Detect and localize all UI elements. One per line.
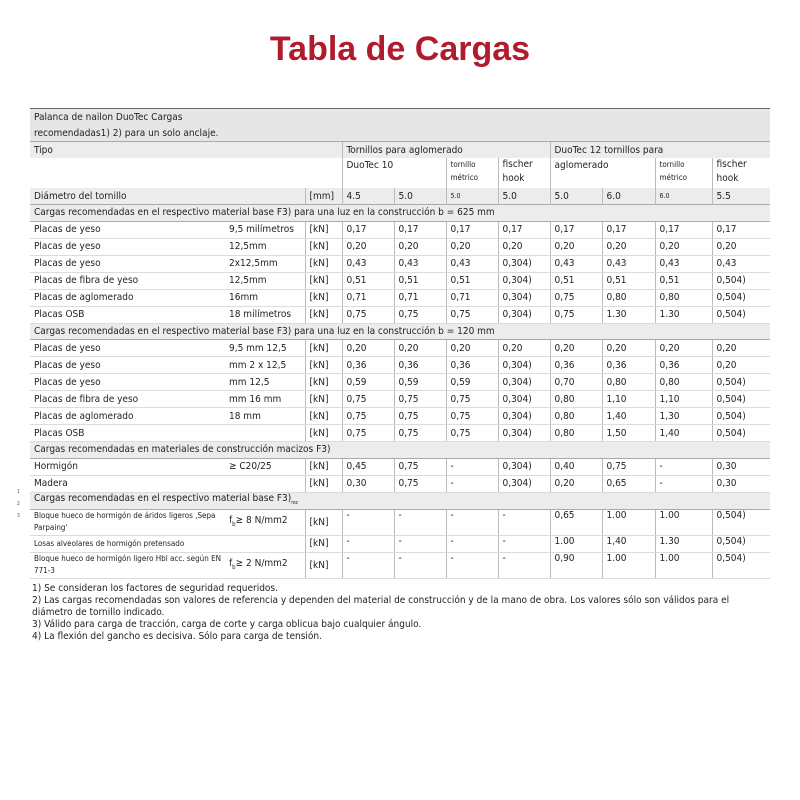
load-value: 0,51 — [602, 272, 655, 289]
load-value: 1,40 — [602, 408, 655, 425]
load-value: 0,20 — [498, 340, 550, 357]
load-value: 0,304) — [498, 374, 550, 391]
material-name: Placas OSB — [34, 427, 85, 439]
load-value: 0,304) — [498, 458, 550, 475]
load-value: 0,43 — [342, 255, 394, 272]
tipo-label: Tipo — [30, 142, 342, 159]
row-material — [30, 357, 225, 374]
material-name: Placas de aglomerado — [34, 410, 134, 422]
load-value: 0,504) — [712, 289, 770, 306]
load-value: 0,304) — [498, 255, 550, 272]
row-material — [30, 458, 225, 475]
row-spec: mm 16 mm — [225, 391, 305, 408]
load-value: 1.00 — [655, 552, 712, 578]
row-unit: [kN] — [305, 425, 342, 442]
diameter-value: 5.0 — [498, 188, 550, 205]
load-value: 0,504) — [712, 272, 770, 289]
diameter-value: 5.0 — [446, 188, 498, 205]
load-value: - — [394, 552, 446, 578]
load-value: 0,75 — [394, 425, 446, 442]
margin-mark: 2 — [17, 501, 20, 507]
load-value: 0,80 — [602, 374, 655, 391]
section-title-text: Cargas recomendadas en el respectivo material base F3) — [34, 492, 292, 504]
row-unit: [kN] — [305, 357, 342, 374]
load-value: 0,75 — [446, 408, 498, 425]
load-value: 1.00 — [602, 552, 655, 578]
diameter-value: 4.5 — [342, 188, 394, 205]
fischer-text: fischer — [502, 159, 533, 170]
mm-unit: [mm] — [305, 188, 342, 205]
duotec12-label: DuoTec 12 tornillos para — [550, 142, 770, 159]
load-value: 0,75 — [342, 425, 394, 442]
load-value: 0,75 — [342, 391, 394, 408]
material-name-cont: 771-3 — [34, 566, 55, 575]
load-value: 1,10 — [655, 391, 712, 408]
header-row-4 — [30, 158, 770, 188]
hook-text: hook — [716, 173, 739, 184]
section-2-title-row — [30, 323, 770, 340]
load-value: 0,20 — [550, 340, 602, 357]
load-value: 1,40 — [655, 425, 712, 442]
metrico-text: métrico — [450, 173, 479, 182]
tornillo-metrico-1 — [446, 158, 498, 188]
material-name: Placas de yeso — [34, 376, 101, 388]
row-unit: [kN] — [305, 374, 342, 391]
load-value: 0,75 — [342, 408, 394, 425]
load-value: 0,43 — [655, 255, 712, 272]
row-unit: [kN] — [305, 221, 342, 238]
row-material — [30, 408, 225, 425]
table-row — [30, 535, 770, 552]
load-value: 1.30 — [655, 306, 712, 323]
row-spec — [225, 475, 305, 492]
load-value: 0,75 — [550, 289, 602, 306]
tornillo-text: tornillo — [659, 160, 685, 169]
load-value: 0,75 — [446, 391, 498, 408]
load-value: 0,36 — [342, 357, 394, 374]
material-name: Placas de fibra de yeso — [34, 275, 139, 286]
load-value: - — [446, 535, 498, 552]
row-material — [30, 509, 225, 535]
row-material — [30, 255, 225, 272]
load-value: 0,75 — [394, 408, 446, 425]
load-value: 0,75 — [342, 306, 394, 323]
section-title-sub: rec — [291, 499, 299, 506]
row-unit: [kN] — [305, 238, 342, 255]
row-unit: [kN] — [305, 289, 342, 306]
load-value: 0,20 — [342, 238, 394, 255]
load-value: 0,20 — [394, 238, 446, 255]
row-spec: 18 mm — [225, 408, 305, 425]
material-name: Madera — [34, 478, 68, 489]
section-title — [30, 492, 770, 509]
section-title: Cargas recomendadas en materiales de construcción macizos F3) — [30, 442, 770, 459]
table-row — [30, 289, 770, 306]
load-value: 0,17 — [550, 221, 602, 238]
load-value: 0,20 — [550, 238, 602, 255]
material-name: Placas de yeso — [34, 224, 101, 235]
load-value: 0,90 — [550, 552, 602, 578]
fischer-hook-1 — [498, 158, 550, 188]
table-row — [30, 458, 770, 475]
load-value: 1,30 — [655, 408, 712, 425]
load-value: 0,504) — [712, 408, 770, 425]
load-value: 0,71 — [394, 289, 446, 306]
load-value: - — [655, 458, 712, 475]
load-value: 0,20 — [342, 340, 394, 357]
load-value: 0,75 — [446, 425, 498, 442]
row-material — [30, 340, 225, 357]
load-value: - — [394, 509, 446, 535]
load-value: 1,50 — [602, 425, 655, 442]
diameter-value: 5.0 — [550, 188, 602, 205]
load-value: 0,36 — [550, 357, 602, 374]
load-value: 0,20 — [602, 238, 655, 255]
row-unit: [kN] — [305, 306, 342, 323]
load-value: 0,75 — [394, 458, 446, 475]
load-value: 0,20 — [712, 340, 770, 357]
diameter-value: 5.0 — [394, 188, 446, 205]
load-value: 0,20 — [655, 340, 712, 357]
load-value: 0,30 — [342, 475, 394, 492]
row-unit: [kN] — [305, 552, 342, 578]
load-value: 0,304) — [498, 475, 550, 492]
table-row — [30, 408, 770, 425]
load-value: 0,304) — [498, 306, 550, 323]
load-value: - — [446, 509, 498, 535]
load-value: 1.30 — [655, 535, 712, 552]
load-value: 0,20 — [550, 475, 602, 492]
row-spec: 12,5mm — [225, 272, 305, 289]
material-name: Placas de yeso — [34, 342, 101, 354]
load-value: 0,75 — [550, 306, 602, 323]
load-value: 0,80 — [550, 425, 602, 442]
fischer-text: fischer — [716, 159, 747, 170]
diameter-value: 6.0 — [655, 188, 712, 205]
load-value: - — [498, 552, 550, 578]
row-material — [30, 272, 225, 289]
row-material — [30, 391, 225, 408]
hook-text: hook — [502, 173, 525, 184]
load-value: - — [446, 458, 498, 475]
load-value: - — [342, 535, 394, 552]
row-spec: mm 2 x 12,5 — [225, 357, 305, 374]
load-value: 1.00 — [655, 509, 712, 535]
load-value: 0,65 — [550, 509, 602, 535]
tornillos-aglomerado-label: Tornillos para aglomerado — [342, 142, 550, 159]
load-value: 0,20 — [446, 340, 498, 357]
row-material — [30, 238, 225, 255]
load-value: 0,304) — [498, 408, 550, 425]
load-value: 0,17 — [498, 221, 550, 238]
margin-mark: 3 — [17, 513, 20, 519]
load-value: 0,20 — [498, 238, 550, 255]
row-material — [30, 289, 225, 306]
row-unit: [kN] — [305, 458, 342, 475]
load-value: 0,304) — [498, 357, 550, 374]
header-line1: Palanca de nailon DuoTec Cargas — [30, 109, 770, 126]
load-value: - — [446, 552, 498, 578]
load-value: 0,71 — [342, 289, 394, 306]
row-unit: [kN] — [305, 535, 342, 552]
load-value: 0,17 — [446, 221, 498, 238]
fischer-hook-2 — [712, 158, 770, 188]
diameter-value: 5.5 — [712, 188, 770, 205]
load-value: 0,504) — [712, 552, 770, 578]
table-row — [30, 374, 770, 391]
section-4-title-row — [30, 492, 770, 509]
section-title: Cargas recomendadas en el respectivo material base F3) para una luz en la construcción b = 625 mm — [30, 205, 770, 222]
row-material — [30, 425, 225, 442]
load-value: 0,20 — [602, 340, 655, 357]
row-unit: [kN] — [305, 509, 342, 535]
load-value: - — [498, 535, 550, 552]
margin-marks — [17, 486, 20, 522]
load-value: 0,304) — [498, 289, 550, 306]
load-value: 0,20 — [446, 238, 498, 255]
row-unit: [kN] — [305, 255, 342, 272]
table-row — [30, 509, 770, 535]
load-value: 0,51 — [550, 272, 602, 289]
footnote: 2) Las cargas recomendadas son valores de referencia y dependen del material de construcción y de la mano de obra. Los valores sólo son válidos para el diámetro de tornillo indicado. — [32, 594, 730, 618]
load-value: - — [342, 552, 394, 578]
load-value: - — [446, 475, 498, 492]
load-value: 0,20 — [712, 238, 770, 255]
row-unit: [kN] — [305, 340, 342, 357]
row-material — [30, 475, 225, 492]
footnote: 4) La flexión del gancho es decisiva. Sólo para carga de tensión. — [32, 630, 322, 642]
load-value: 1,10 — [602, 391, 655, 408]
load-value: 0,80 — [602, 289, 655, 306]
load-value: - — [498, 509, 550, 535]
load-value: 0,304) — [498, 272, 550, 289]
footnote: 1) Se consideran los factores de seguridad requeridos. — [32, 582, 278, 594]
load-value: - — [655, 475, 712, 492]
row-spec: 12,5mm — [225, 238, 305, 255]
load-value: 0,20 — [712, 357, 770, 374]
load-value: 0,504) — [712, 391, 770, 408]
material-name: Bloque hueco de hormigón de áridos ligeros ,Sepa — [34, 511, 216, 520]
load-value: 0,20 — [394, 340, 446, 357]
load-value: 0,17 — [342, 221, 394, 238]
load-value: 0,20 — [655, 238, 712, 255]
load-value: 0,59 — [446, 374, 498, 391]
page-title: Tabla de Cargas — [269, 30, 531, 68]
material-name: Placas de aglomerado — [34, 292, 134, 303]
load-value: 0,504) — [712, 535, 770, 552]
row-unit: [kN] — [305, 391, 342, 408]
load-value: 0,80 — [655, 289, 712, 306]
load-value: 0,80 — [655, 374, 712, 391]
table-row — [30, 255, 770, 272]
load-value: 0,75 — [394, 475, 446, 492]
load-value: 0,45 — [342, 458, 394, 475]
load-value: 1.30 — [602, 306, 655, 323]
load-value: 0,504) — [712, 306, 770, 323]
spec-text: ≥ 8 N/mm2 — [235, 514, 288, 526]
load-value: 0,504) — [712, 425, 770, 442]
load-value: 0,504) — [712, 374, 770, 391]
spec-sub: b — [232, 563, 236, 571]
load-value: 1.00 — [602, 509, 655, 535]
row-material — [30, 374, 225, 391]
load-value: 0,30 — [712, 458, 770, 475]
row-spec — [225, 552, 305, 578]
load-value: 0,51 — [342, 272, 394, 289]
table-row — [30, 357, 770, 374]
spec-text: ≥ 2 N/mm2 — [235, 557, 288, 569]
header-row-2 — [30, 125, 770, 142]
load-value: 0,80 — [550, 391, 602, 408]
duotec10-label: DuoTec 10 — [342, 158, 446, 188]
load-value: 0,304) — [498, 425, 550, 442]
load-value: 0,17 — [394, 221, 446, 238]
section-title: Cargas recomendadas en el respectivo material base F3) para una luz en la construcción b = 120 mm — [30, 323, 770, 340]
material-name: Placas OSB — [34, 309, 85, 320]
load-value: 0,17 — [655, 221, 712, 238]
row-unit: [kN] — [305, 272, 342, 289]
spec-text: f — [229, 557, 233, 569]
load-value: 0,75 — [394, 306, 446, 323]
row-unit: [kN] — [305, 408, 342, 425]
load-value: 0,17 — [602, 221, 655, 238]
load-value: 0,51 — [394, 272, 446, 289]
material-name: Placas de yeso — [34, 241, 101, 252]
load-value: - — [342, 509, 394, 535]
metrico-text: métrico — [659, 173, 688, 182]
row-spec — [225, 425, 305, 442]
row-spec: 18 milímetros — [225, 306, 305, 323]
row-material — [30, 535, 225, 552]
load-value: 0,36 — [655, 357, 712, 374]
footnote: 3) Válido para carga de tracción, carga de corte y carga oblicua bajo cualquier ángulo. — [32, 618, 422, 630]
load-table — [30, 108, 770, 579]
row-spec: 9,5 mm 12,5 — [225, 340, 305, 357]
load-value: 0,504) — [712, 509, 770, 535]
tornillo-metrico-2 — [655, 158, 712, 188]
spec-sub: b — [232, 520, 236, 528]
table-row — [30, 238, 770, 255]
table-row — [30, 475, 770, 492]
load-value: 0,75 — [394, 391, 446, 408]
load-value: 0,51 — [446, 272, 498, 289]
row-spec: mm 12,5 — [225, 374, 305, 391]
table-row — [30, 272, 770, 289]
load-value: 0,36 — [446, 357, 498, 374]
margin-mark: 1 — [17, 489, 20, 495]
row-spec: 16mm — [225, 289, 305, 306]
header-row-3 — [30, 142, 770, 159]
material-name: Placas de yeso — [34, 258, 101, 269]
row-material — [30, 221, 225, 238]
load-value: 0,59 — [342, 374, 394, 391]
material-name: Placas de fibra de yeso — [34, 393, 139, 405]
material-name: Hormigón — [34, 461, 78, 472]
row-spec: 2x12,5mm — [225, 255, 305, 272]
load-value: 1,40 — [602, 535, 655, 552]
load-value: 0,43 — [602, 255, 655, 272]
table-row — [30, 221, 770, 238]
tornillo-text: tornillo — [450, 160, 476, 169]
load-value: 0,51 — [655, 272, 712, 289]
diametro-label: Diámetro del tornillo — [34, 190, 127, 202]
load-value: 0,40 — [550, 458, 602, 475]
row-spec — [225, 509, 305, 535]
load-value: 0,71 — [446, 289, 498, 306]
load-value: - — [394, 535, 446, 552]
table-row — [30, 306, 770, 323]
load-value: 0,43 — [550, 255, 602, 272]
load-value: 0,70 — [550, 374, 602, 391]
table-row — [30, 425, 770, 442]
load-value: 1.00 — [550, 535, 602, 552]
material-name: Losas alveolares de hormigón pretensado — [34, 538, 185, 548]
load-value: 0,80 — [550, 408, 602, 425]
diameter-row — [30, 188, 770, 205]
diameter-value: 6.0 — [602, 188, 655, 205]
load-value: 0,75 — [446, 306, 498, 323]
table-row — [30, 391, 770, 408]
material-name: Bloque hueco de hormigón ligero Hbl acc. según EN — [34, 554, 222, 563]
row-unit: [kN] — [305, 475, 342, 492]
spec-text: f — [229, 514, 233, 526]
table-row — [30, 340, 770, 357]
material-name: Placas de yeso — [34, 359, 101, 371]
row-material — [30, 552, 225, 578]
load-value: 0,17 — [712, 221, 770, 238]
footnotes — [30, 583, 770, 643]
load-value: 0,36 — [394, 357, 446, 374]
aglomerado-label: aglomerado — [550, 158, 655, 188]
row-spec: 9,5 milímetros — [225, 221, 305, 238]
load-value: 0,30 — [712, 475, 770, 492]
load-value: 0,43 — [394, 255, 446, 272]
row-spec: ≥ C20/25 — [225, 458, 305, 475]
load-value: 0,304) — [498, 391, 550, 408]
header-row-1 — [30, 109, 770, 126]
header-line2: recomendadas1) 2) para un solo anclaje. — [34, 127, 219, 139]
load-value: 0,65 — [602, 475, 655, 492]
table-row — [30, 552, 770, 578]
load-value: 0,75 — [602, 458, 655, 475]
load-value: 0,59 — [394, 374, 446, 391]
load-value: 0,36 — [602, 357, 655, 374]
section-1-title-row — [30, 205, 770, 222]
row-spec — [225, 535, 305, 552]
load-value: 0,43 — [712, 255, 770, 272]
material-name-cont: Parpaing' — [34, 523, 68, 532]
row-material — [30, 306, 225, 323]
section-3-title-row — [30, 442, 770, 459]
load-value: 0,43 — [446, 255, 498, 272]
load-table-sheet — [30, 108, 770, 643]
